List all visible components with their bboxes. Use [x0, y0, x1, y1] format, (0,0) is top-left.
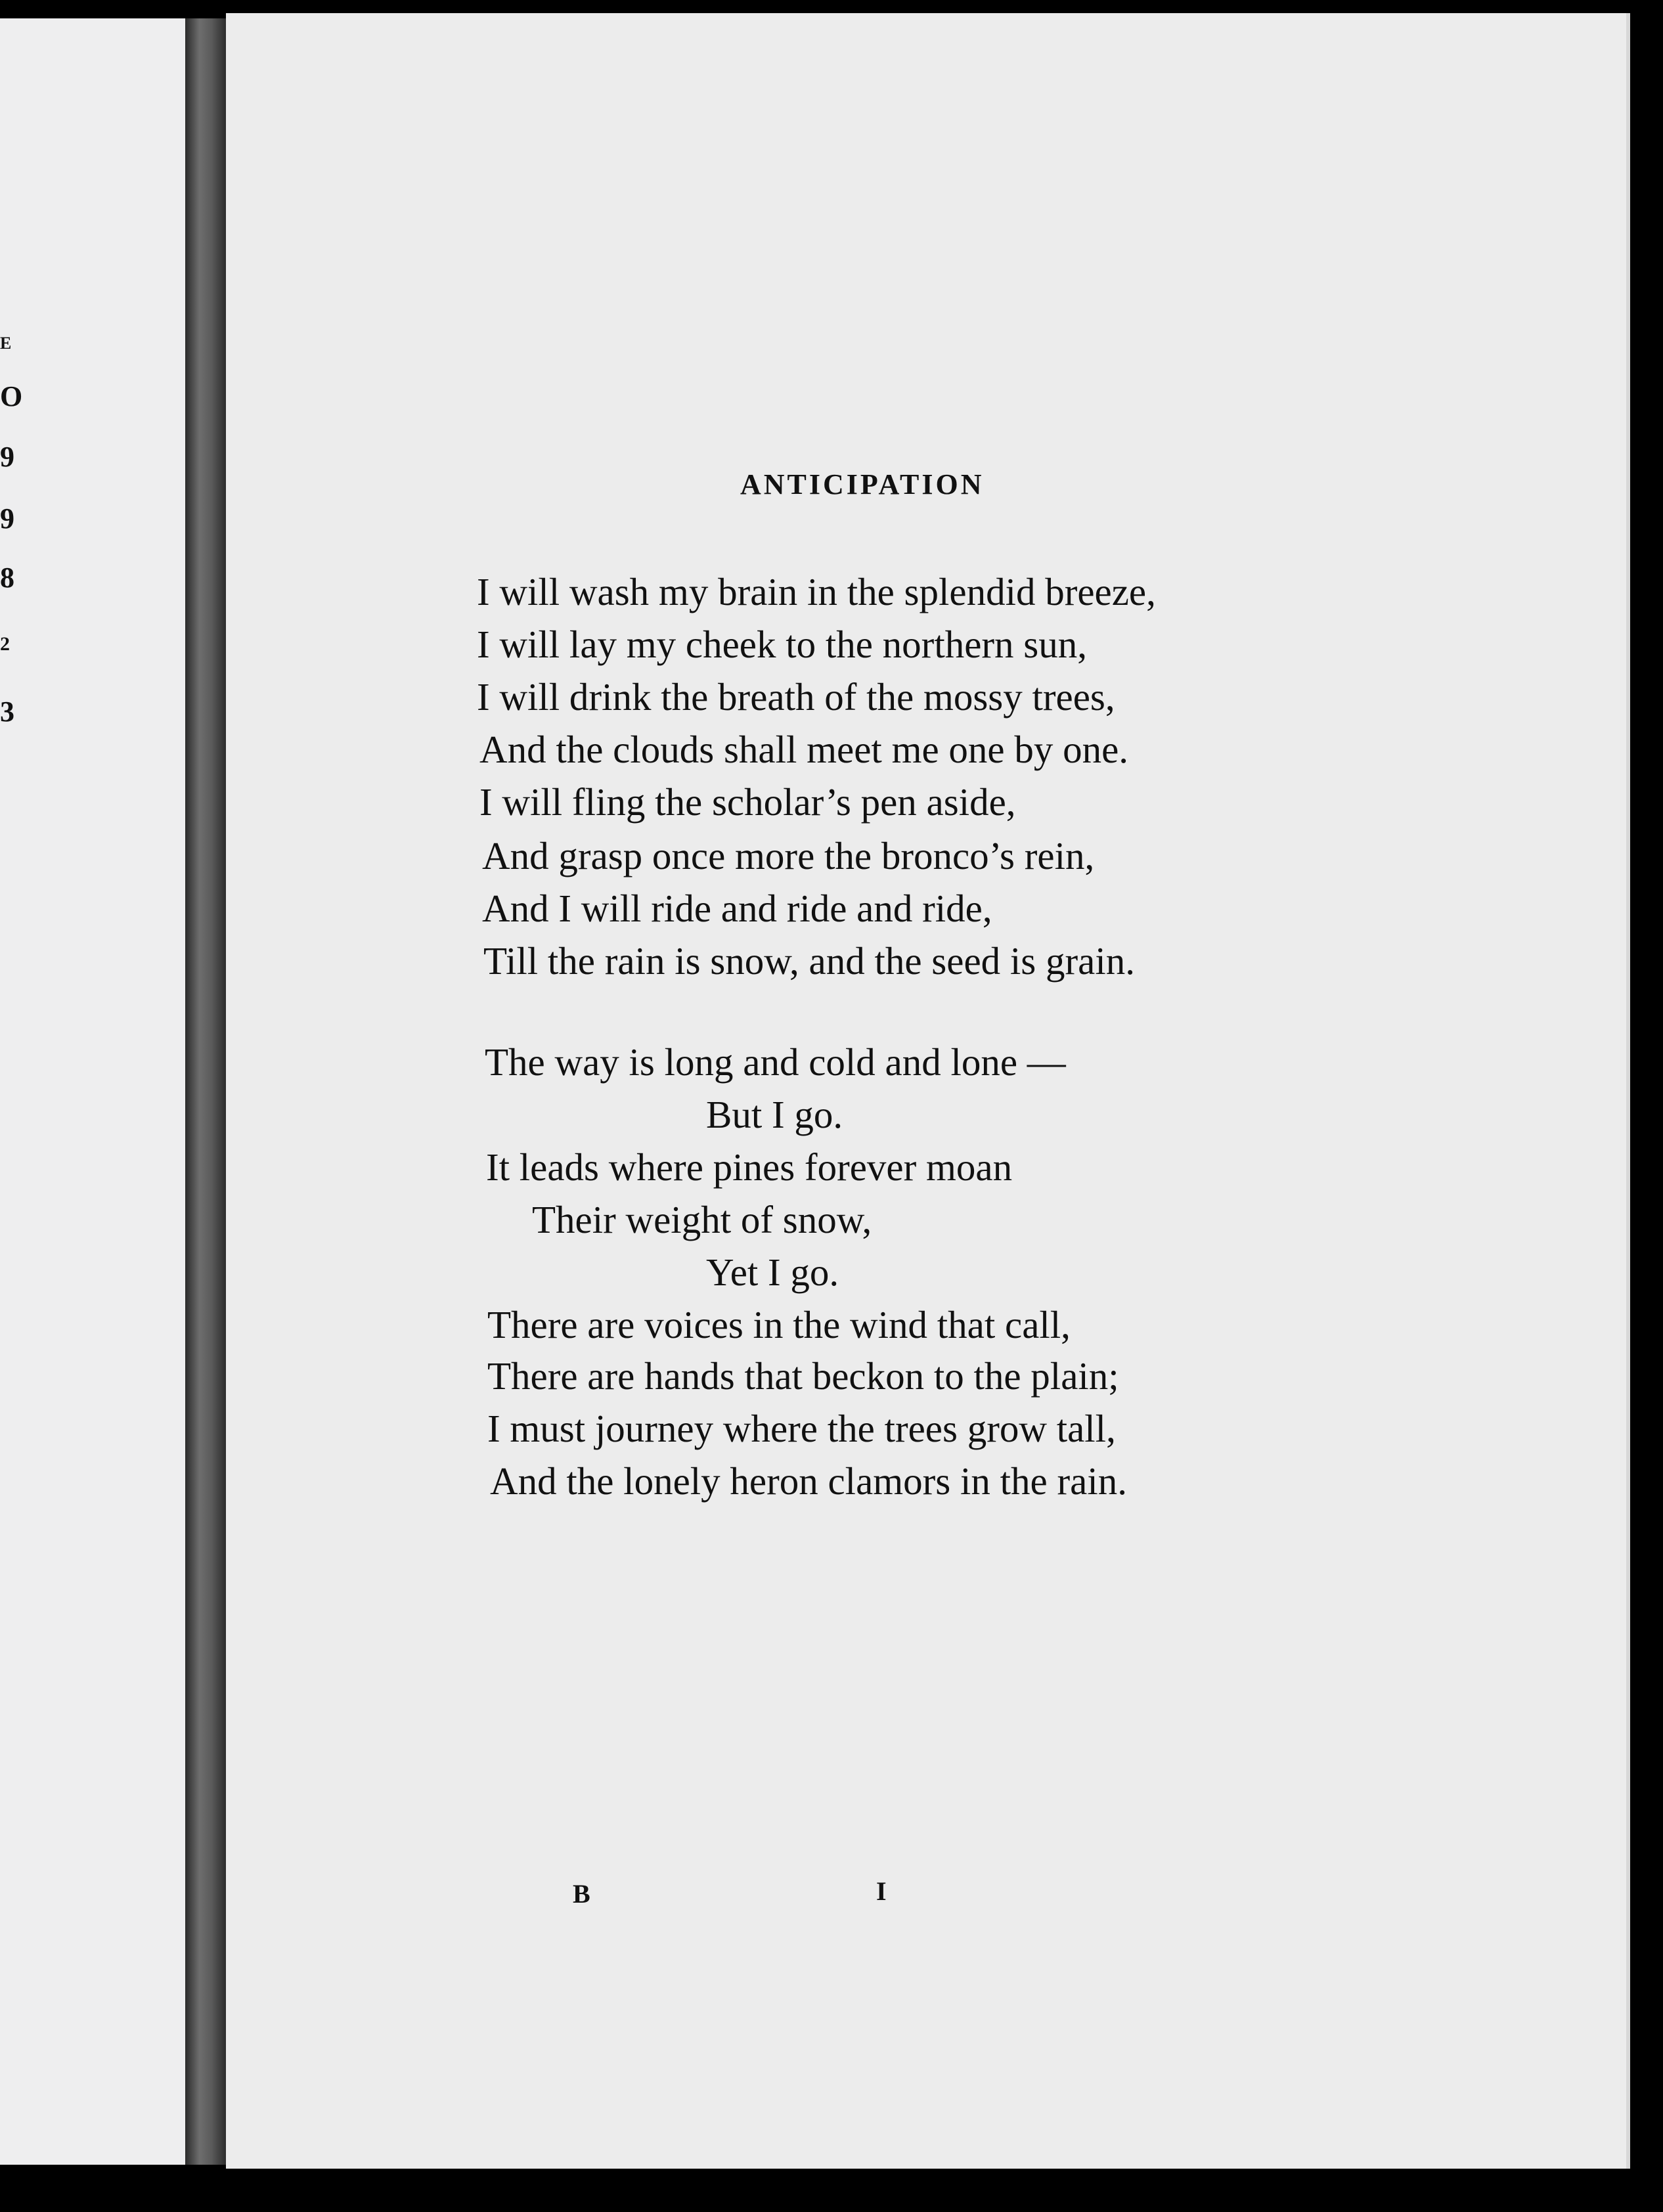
poem-line: There are voices in the wind that call, [487, 1303, 1071, 1346]
fragment-text: 9 [0, 441, 14, 473]
page-number: I [876, 1876, 887, 1906]
previous-page-edge [0, 18, 185, 2165]
fragment-text: 9 [0, 502, 14, 535]
poem-title: ANTICIPATION [740, 468, 985, 500]
poem-line: It leads where pines forever moan [486, 1145, 1013, 1189]
poem [226, 13, 1626, 2169]
poem-line: And grasp once more the bronco’s rein, [482, 834, 1095, 877]
poem-line: Their weight of snow, [532, 1198, 872, 1241]
poem-line: But I go. [706, 1093, 843, 1136]
signature-mark: B [573, 1879, 590, 1909]
poem-line: And the clouds shall meet me one by one. [479, 728, 1129, 771]
poem-line: I will wash my brain in the splendid breeze, [477, 570, 1156, 613]
poem-line: There are hands that beckon to the plain; [487, 1354, 1119, 1398]
poem-line: I must journey where the trees grow tall, [487, 1407, 1116, 1450]
poem-line: The way is long and cold and lone — [485, 1040, 1066, 1084]
book-gutter [185, 18, 226, 2165]
poem-line: I will drink the breath of the mossy trees, [477, 675, 1115, 719]
fragment-text: 8 [0, 562, 14, 594]
fragment-text: E [0, 334, 12, 353]
fragment-text: 2 [0, 633, 10, 655]
fragment-text: 3 [0, 696, 14, 728]
poem-line: And I will ride and ride and ride, [482, 887, 992, 930]
fragment-text: O [0, 380, 23, 412]
poem-line: I will fling the scholar’s pen aside, [479, 780, 1016, 824]
poem-line: Yet I go. [706, 1250, 839, 1294]
poem-line: And the lonely heron clamors in the rain. [490, 1459, 1127, 1503]
book-page [226, 13, 1630, 2169]
poem-line: I will lay my cheek to the northern sun, [477, 623, 1088, 666]
poem-line: Till the rain is snow, and the seed is grain. [483, 939, 1135, 983]
